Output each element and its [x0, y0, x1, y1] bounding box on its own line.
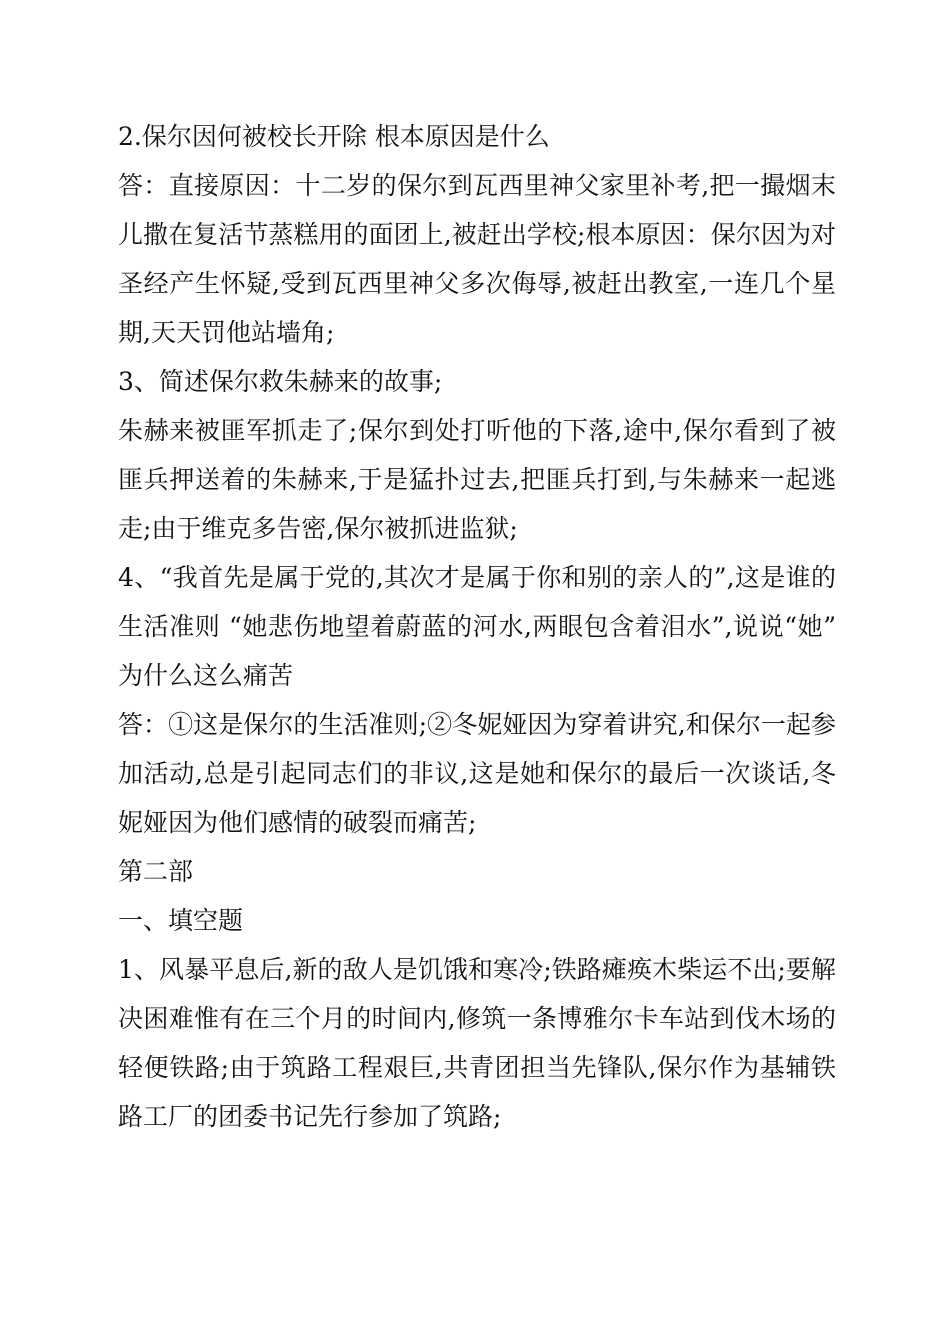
answer-2: 答：直接原因：十二岁的保尔到瓦西里神父家里补考,把一撮烟末儿撒在复活节蒸糕用的面团上,被赶出学校;根本原因：保尔因为对圣经产生怀疑,受到瓦西里神父多次侮辱,被赶出教室,一连几个星期,天天罚他站墙角; [118, 171, 836, 347]
question-3-heading: 3、简述保尔救朱赫来的故事; [118, 367, 443, 396]
section-fill-in-title: 一、填空题 [118, 906, 244, 935]
answer-3: 朱赫来被匪军抓走了;保尔到处打听他的下落,途中,保尔看到了被匪兵押送着的朱赫来,于是猛扑过去,把匪兵打到,与朱赫来一起逃走;由于维克多告密,保尔被抓进监狱; [118, 416, 836, 543]
fill-in-item-1: 1、风暴平息后,新的敌人是饥饿和寒冷;铁路瘫痪木柴运不出;要解决困难惟有在三个月的时间内,修筑一条博雅尔卡车站到伐木场的轻便铁路;由于筑路工程艰巨,共青团担当先锋队,保尔作为基辅铁路工厂的团委书记先行参加了筑路; [118, 955, 836, 1131]
part-two-title: 第二部 [118, 857, 194, 886]
document-body [118, 112, 836, 1141]
question-4-heading: 4、“我首先是属于党的,其次才是属于你和别的亲人的”,这是谁的生活准则 “她悲伤地望着蔚蓝的河水,两眼包含着泪水”,说说“她”为什么这么痛苦 [118, 563, 836, 690]
answer-4: 答：①这是保尔的生活准则;②冬妮娅因为穿着讲究,和保尔一起参加活动,总是引起同志们的非议,这是她和保尔的最后一次谈话,冬妮娅因为他们感情的破裂而痛苦; [118, 710, 836, 837]
question-2-heading: 2.保尔因何被校长开除 根本原因是什么 [118, 122, 550, 151]
